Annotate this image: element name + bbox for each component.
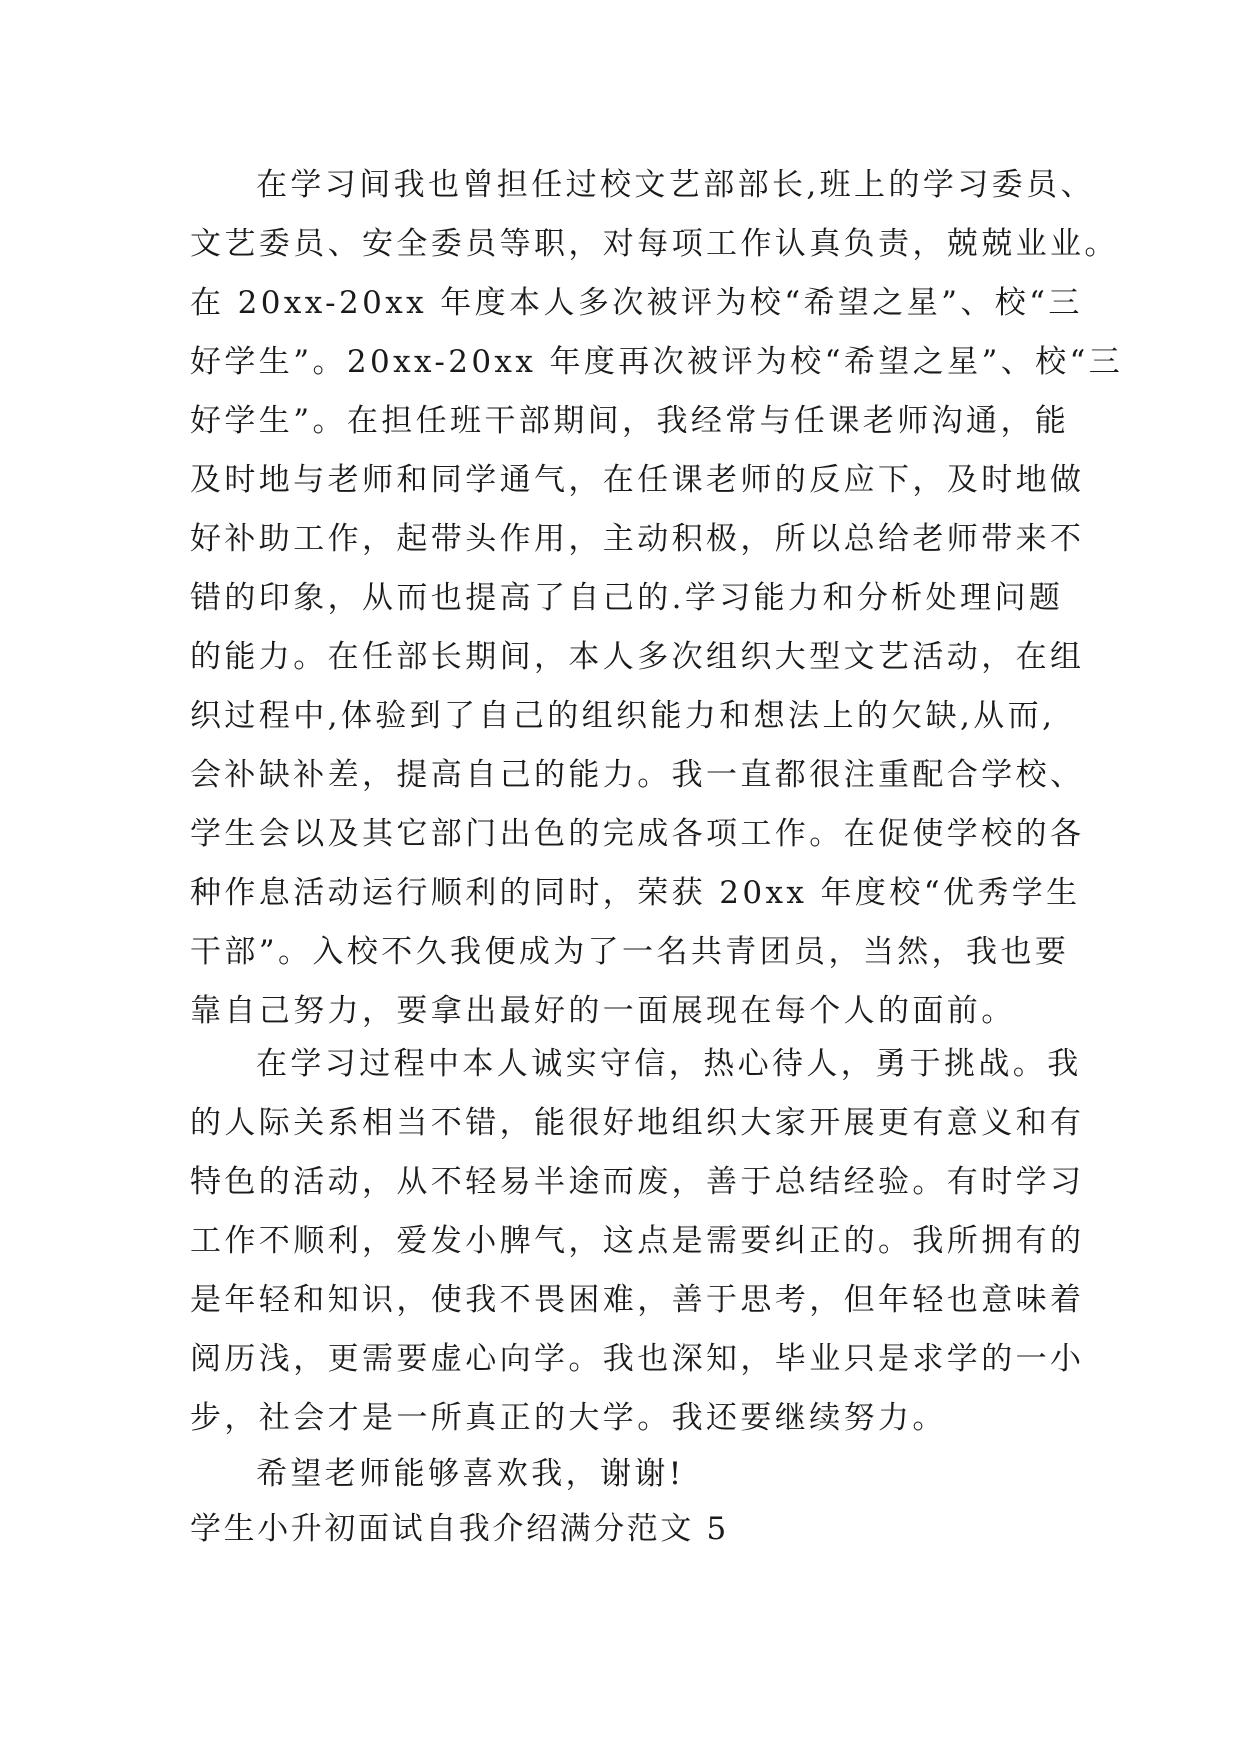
text-line: 阅历浅，更需要虚心向学。我也深知，毕业只是求学的一小 [190,1341,1085,1377]
text-line: 的人际关系相当不错，能很好地组织大家开展更有意义和有 [190,1105,1085,1141]
section-heading-text: 学生小升初面试自我介绍满分范文 5 [190,1511,729,1547]
text-line: 在 20xx-20xx 年度本人多次被评为校“希望之星”、校“三 [190,285,1083,321]
paragraph-character [190,1035,1090,1448]
text-line: 织过程中,体验到了自己的组织能力和想法上的欠缺,从而, [190,698,1056,734]
text-line: 在学习间我也曾担任过校文艺部部长,班上的学习委员、 [256,167,1095,203]
text-line: 种作息活动运行顺利的同时，荣获 20xx 年度校“优秀学生 [190,875,1081,911]
text-line: 好学生”。20xx-20xx 年度再次被评为校“希望之星”、校“三 [190,344,1124,380]
text-line: 在学习过程中本人诚实守信，热心待人，勇于挑战。我 [256,1046,1082,1082]
text-line: 靠自己努力，要拿出最好的一面展现在每个人的面前。 [190,993,1016,1029]
paragraph-leadership [190,156,1124,1041]
text-line: 好补助工作，起带头作用，主动积极，所以总给老师带来不 [190,521,1085,557]
text-line: 干部”。入校不久我便成为了一名共青团员，当然，我也要 [190,934,1070,970]
text-line: 特色的活动，从不轻易半途而废，善于总结经验。有时学习 [190,1164,1085,1200]
closing-line [190,1445,1090,1504]
text-line: 好学生”。在担任班干部期间，我经常与任课老师沟通，能 [190,403,1070,439]
text-line: 错的印象，从而也提高了自己的.学习能力和分析处理问题 [190,580,1064,616]
text-line: 的能力。在任部长期间，本人多次组织大型文艺活动，在组 [190,639,1085,675]
text-line: 是年轻和知识，使我不畏困难，善于思考，但年轻也意味着 [190,1282,1085,1318]
text-line: 学生会以及其它部门出色的完成各项工作。在促使学校的各 [190,816,1085,852]
text-line: 及时地与老师和同学通气，在任课老师的反应下，及时地做 [190,462,1085,498]
text-line: 文艺委员、安全委员等职，对每项工作认真负责，兢兢业业。 [190,226,1119,262]
text-line: 会补缺补差，提高自己的能力。我一直都很注重配合学校、 [190,757,1085,793]
text-line: 步，社会才是一所真正的大学。我还要继续努力。 [190,1400,947,1436]
closing-text: 希望老师能够喜欢我，谢谢! [256,1456,685,1492]
section-heading [190,1500,1090,1559]
text-line: 工作不顺利，爱发小脾气，这点是需要纠正的。我所拥有的 [190,1223,1085,1259]
